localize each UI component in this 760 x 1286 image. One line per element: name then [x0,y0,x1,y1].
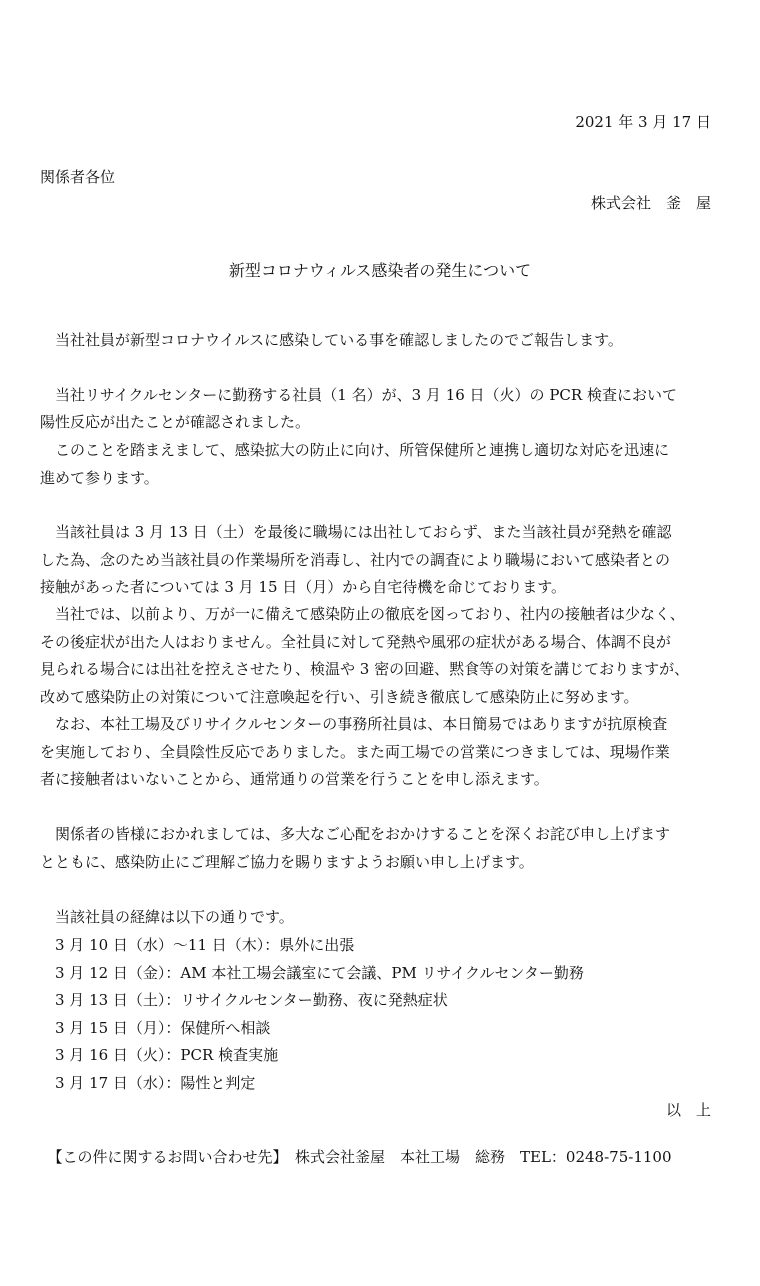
paragraph-line: 当社社員が新型コロナウイルスに感染している事を確認しましたのでご報告します。 [40,331,623,349]
timeline-entry: 3 月 15 日（月）：保健所へ相談 [40,1019,271,1037]
paragraph-line: 当該社員は 3 月 13 日（土）を最後に職場には出社しておらず、また当該社員が発熱を確認 [40,523,672,541]
closing-mark: 以 上 [665,1101,711,1119]
paragraph-line: 見られる場合には出社を控えさせたり、検温や 3 密の回避、黙食等の対策を講じておりますが、 [40,660,690,678]
document-title: 新型コロナウィルス感染者の発生について [228,261,532,280]
paragraph-line: を実施しており、全員陰性反応でありました。また両工場での営業につきましては、現場作業 [40,743,670,761]
paragraph-line: なお、本社工場及びリサイクルセンターの事務所社員は、本日簡易ではありますが抗原検査 [40,715,668,733]
document-date: 2021 年 3 月 17 日 [575,113,711,131]
paragraph-line: とともに、感染防止にご理解ご協力を賜りますようお願い申し上げます。 [40,853,534,871]
paragraph-line: 改めて感染防止の対策について注意喚起を行い、引き続き徹底して感染防止に努めます。 [40,688,639,706]
timeline-entry: 3 月 13 日（土）：リサイクルセンター勤務、夜に発熱症状 [40,991,448,1009]
paragraph-line: 進めて参ります。 [40,469,159,487]
paragraph-line: 者に接触者はいないことから、通常通りの営業を行うことを申し添えます。 [40,770,549,788]
paragraph-line: このことを踏まえまして、感染拡大の防止に向け、所管保健所と連携し適切な対応を迅速に [40,441,670,459]
timeline-entry: 3 月 10 日（水）～11 日（木）：県外に出張 [40,936,355,954]
paragraph-line: その後症状が出た人はおりません。全社員に対して発熱や風邪の症状がある場合、体調不良が [40,633,671,651]
paragraph-line: した為、念のため当該社員の作業場所を消毒し、社内での調査により職場において感染者との [40,551,671,569]
timeline-entry: 3 月 17 日（水）：陽性と判定 [40,1074,256,1092]
paragraph-line: 陽性反応が出たことが確認されました。 [40,413,311,431]
company-name: 株式会社 釜 屋 [590,194,711,212]
contact-info: 【この件に関するお問い合わせ先】 株式会社釜屋 本社工場 総務 TEL：0248-75-1100 [40,1148,672,1166]
timeline-entry: 3 月 12 日（金）：AM 本社工場会議室にて会議、PM リサイクルセンター勤務 [40,964,584,982]
paragraph-line: 当社リサイクルセンターに勤務する社員（1 名）が、3 月 16 日（火）の PCR 検査において [40,386,677,404]
paragraph-line: 当社では、以前より、万が一に備えて感染防止の徹底を図っており、社内の接触者は少なく、 [40,605,685,623]
paragraph-line: 接触があった者については 3 月 15 日（月）から自宅待機を命じております。 [40,578,567,596]
timeline-entry: 3 月 16 日（火）：PCR 検査実施 [40,1046,279,1064]
timeline-intro: 当該社員の経緯は以下の通りです。 [40,908,294,926]
recipient: 関係者各位 [40,168,116,186]
paragraph-line: 関係者の皆様におかれましては、多大なご心配をおかけすることを深くお詫び申し上げます [40,825,671,843]
